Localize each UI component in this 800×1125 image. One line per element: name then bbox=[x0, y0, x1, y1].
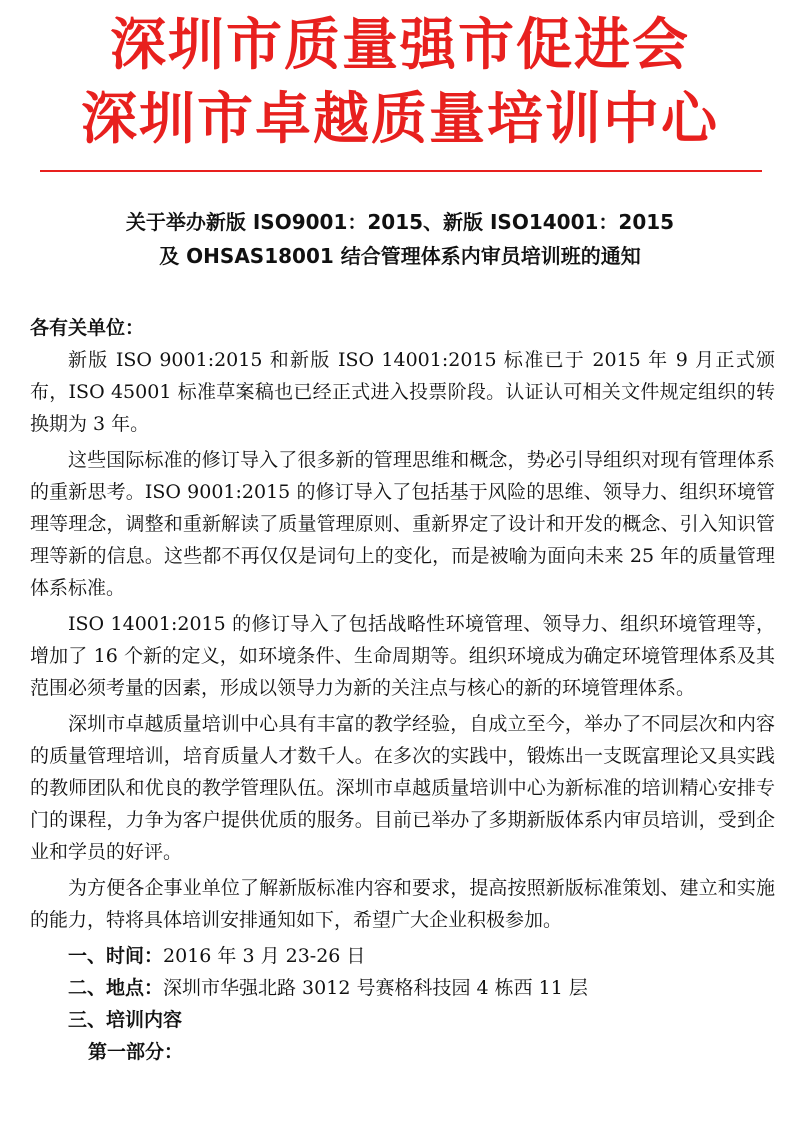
notice-title-line1: 关于举办新版 ISO9001：2015、新版 ISO14001：2015 bbox=[125, 210, 675, 234]
org-name-secondary: 深圳市卓越质量培训中心 bbox=[81, 87, 719, 152]
time-value: 2016 年 3 月 23-26 日 bbox=[163, 945, 366, 967]
paragraph-center: 深圳市卓越质量培训中心具有丰富的教学经验，自成立至今，举办了不同层次和内容的质量管理培训，培育质量人才数千人。在多次的实践中，锻炼出一支既富理论又具实践的教师团队和优良的教学管理队伍。深圳市卓越质量培训中心为新标准的培训精心安排专门的课程，力争为客户提供优质的服务。目前已举办了多期新版体系内审员培训，受到企业和学员的好评。 bbox=[30, 713, 775, 863]
place-label: 二、地点： bbox=[68, 977, 164, 999]
paragraph-invitation: 为方便各企事业单位了解新版标准内容和要求，提高按照新版标准策划、建立和实施的能力，特将具体培训安排通知如下，希望广大企业积极参加。 bbox=[30, 877, 775, 931]
paragraph-iso9001: 这些国际标准的修订导入了很多新的管理思维和概念，势必引导组织对现有管理体系的重新思考。ISO 9001:2015 的修订导入了包括基于风险的思维、领导力、组织环境管理等理念，调整和重新解读了质量管理原则、重新界定了设计和开发的概念、引入知识管理等新的信息。这些都不再仅仅是词句上的变化，而是被喻为面向未来 25 年的质量管理体系标准。 bbox=[30, 449, 775, 599]
part-one-label: 第一部分： bbox=[88, 1041, 184, 1063]
time-label: 一、时间： bbox=[68, 945, 164, 967]
paragraph-iso14001: ISO 14001:2015 的修订导入了包括战略性环境管理、领导力、组织环境管理等，增加了 16 个新的定义，如环境条件、生命周期等。组织环境成为确定环境管理体系及其范围必须考量的因素，形成以领导力为新的关注点与核心的新的环境管理体系。 bbox=[30, 613, 775, 699]
notice-body bbox=[30, 312, 775, 1068]
item-place bbox=[30, 972, 775, 1004]
place-value: 深圳市华强北路 3012 号赛格科技园 4 栋西 11 层 bbox=[163, 977, 588, 999]
notice-title-line2: 及 OHSAS18001 结合管理体系内审员培训班的通知 bbox=[159, 244, 641, 268]
item-time bbox=[30, 940, 775, 972]
paragraph-intro: 新版 ISO 9001:2015 和新版 ISO 14001:2015 标准已于 2015 年 9 月正式颁布，ISO 45001 标准草案稿也已经正式进入投票阶段。认证认可相关文件规定组织的转换期为 3 年。 bbox=[30, 349, 775, 435]
org-name-primary: 深圳市质量强市促进会 bbox=[110, 13, 690, 78]
item-content bbox=[30, 1004, 775, 1036]
salutation: 各有关单位： bbox=[30, 317, 145, 339]
header-divider bbox=[40, 170, 762, 172]
content-label: 三、培训内容 bbox=[68, 1009, 183, 1031]
